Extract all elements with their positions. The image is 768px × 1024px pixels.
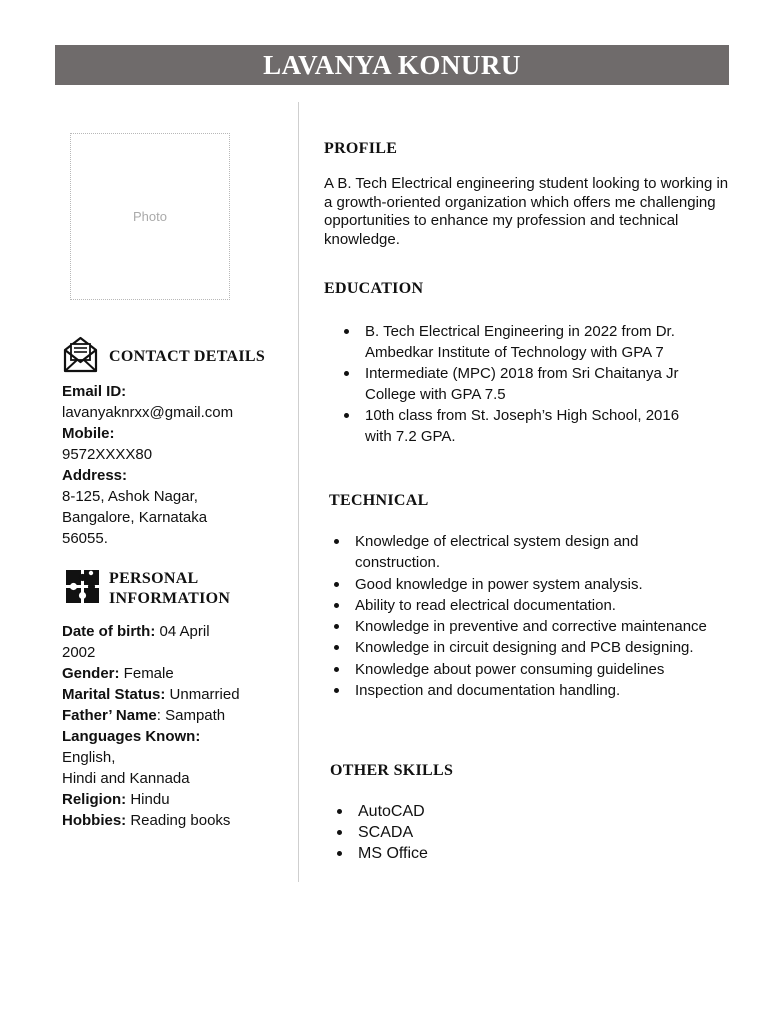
- address-line: Bangalore, Karnataka: [62, 509, 208, 526]
- email-label: Email ID:: [62, 383, 127, 400]
- other-skills-list: [333, 801, 633, 864]
- father-label: Father’ Name: [62, 707, 157, 724]
- name-header: LAVANYA KONURU: [55, 45, 729, 85]
- hobbies-value: Reading books: [126, 812, 231, 829]
- dob-value: 04 April: [155, 623, 210, 640]
- email-value: lavanyaknrxx@gmail.com: [62, 404, 234, 421]
- heading-line: PERSONAL: [109, 570, 199, 587]
- technical-item: Knowledge of electrical system design and construction.: [330, 531, 710, 574]
- dob-value-cont: 2002: [62, 644, 96, 661]
- education-item: 10th class from St. Joseph’s High School, 2016 with 7.2 GPA.: [340, 405, 690, 447]
- languages-label: Languages Known:: [62, 728, 201, 745]
- contact-details: [62, 381, 292, 549]
- marital-value: Unmarried: [165, 686, 240, 703]
- religion-label: Religion:: [62, 791, 127, 808]
- dob-label: Date of birth:: [62, 623, 156, 640]
- technical-item: Knowledge in circuit designing and PCB designing.: [330, 637, 710, 658]
- language-line: Hindi and Kannada: [62, 770, 190, 787]
- gender-label: Gender:: [62, 665, 120, 682]
- personal-details: [62, 621, 292, 831]
- hobbies-label: Hobbies:: [62, 812, 127, 829]
- education-item: Intermediate (MPC) 2018 from Sri Chaitanya Jr College with GPA 7.5: [340, 363, 690, 405]
- marital-label: Marital Status:: [62, 686, 166, 703]
- technical-heading: TECHNICAL: [329, 492, 429, 509]
- technical-item: Good knowledge in power system analysis.: [330, 574, 710, 595]
- envelope-icon: [62, 336, 99, 373]
- other-skill-item: MS Office: [333, 843, 633, 864]
- education-list: [340, 321, 690, 447]
- photo-label: Photo: [133, 209, 167, 224]
- technical-item: Knowledge about power consuming guidelines: [330, 659, 710, 680]
- other-skill-item: AutoCAD: [333, 801, 633, 822]
- address-label: Address:: [62, 467, 128, 484]
- technical-item: Knowledge in preventive and corrective maintenance: [330, 616, 710, 637]
- puzzle-icon: [65, 569, 100, 604]
- column-divider: [298, 102, 299, 882]
- address-line: 56055.: [62, 530, 108, 547]
- father-value: : Sampath: [156, 707, 226, 724]
- education-heading: EDUCATION: [324, 280, 424, 297]
- contact-details-heading: CONTACT DETAILS: [109, 348, 266, 365]
- other-skills-heading: OTHER SKILLS: [330, 762, 454, 779]
- personal-information-heading: [109, 569, 230, 609]
- gender-value: Female: [119, 665, 174, 682]
- profile-heading: PROFILE: [324, 140, 398, 157]
- profile-text: A B. Tech Electrical engineering student looking to working in a growth-oriented organization which offers me challenging opportunities to enhance my profession and technical knowledge.: [324, 175, 729, 248]
- address-line: 8-125, Ashok Nagar,: [62, 488, 198, 505]
- technical-skills-list: [330, 531, 710, 701]
- mobile-label: Mobile:: [62, 425, 115, 442]
- photo-placeholder: [70, 133, 230, 300]
- heading-line: INFORMATION: [109, 590, 231, 607]
- other-skill-item: SCADA: [333, 822, 633, 843]
- technical-item: Inspection and documentation handling.: [330, 680, 710, 701]
- religion-value: Hindu: [126, 791, 170, 808]
- language-line: English,: [62, 749, 116, 766]
- mobile-value: 9572XXXX80: [62, 446, 153, 463]
- education-item: B. Tech Electrical Engineering in 2022 from Dr. Ambedkar Institute of Technology with GPA 7: [340, 321, 690, 363]
- technical-item: Ability to read electrical documentation.: [330, 595, 710, 616]
